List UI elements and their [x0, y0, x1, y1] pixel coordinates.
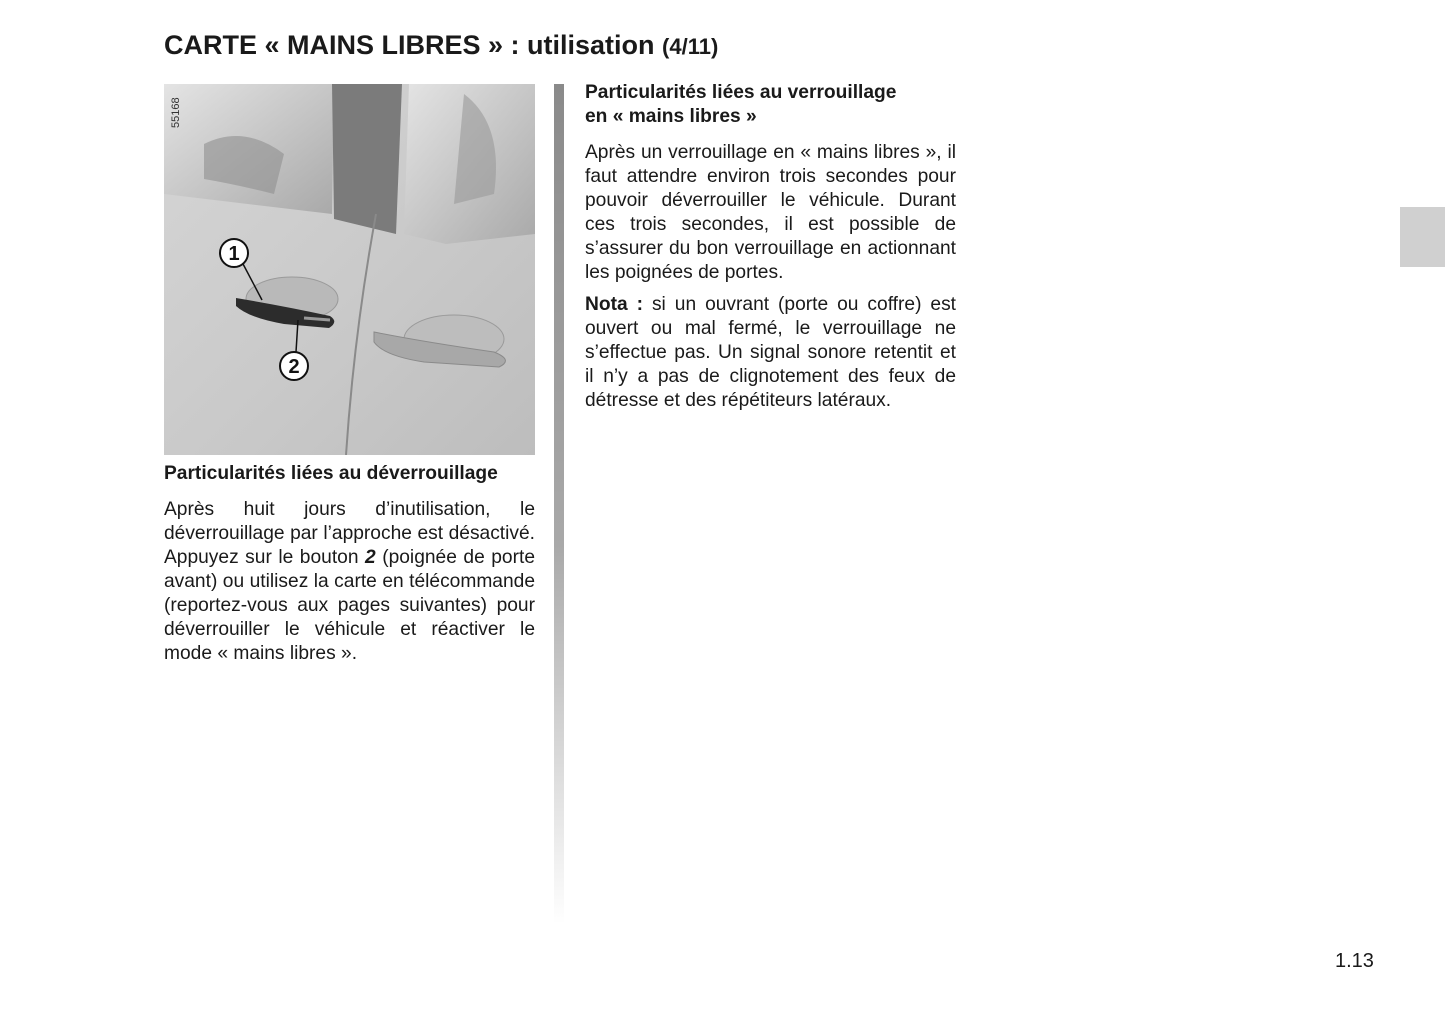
unlocking-heading: Particularités liées au déverrouillage	[164, 463, 498, 484]
figure-reference-code: 55168	[170, 97, 182, 129]
nota-label: Nota :	[585, 294, 643, 315]
page-title-counter: (4/11)	[662, 34, 719, 59]
nota-text: si un ouvrant (porte ou coffre) est ouvert ou mal fermé, le verrouillage ne s’effectue pas. Un signal sonore retentit et il n’y a pas de clignotement des feux de détresse et des répétiteurs latéraux.	[585, 294, 957, 411]
nota-paragraph	[585, 293, 956, 413]
locking-heading-line1: Particularités liées au verrouillage	[585, 82, 897, 103]
locking-heading-line2: en « mains libres »	[585, 106, 757, 127]
locking-paragraph: Après un verrouillage en « mains libres », il faut attendre environ trois secondes pour pouvoir déverrouiller le véhicule. Durant ces trois secondes, il est possible de s’assurer du bon verrouillage en actionnant les poignées de portes.	[585, 142, 956, 283]
page-title-main: CARTE « MAINS LIBRES » : utilisation	[164, 30, 663, 60]
page-number: 1.13	[1335, 950, 1374, 972]
unlocking-section	[164, 462, 535, 674]
page-title	[164, 30, 718, 61]
unlock-button	[304, 318, 330, 320]
unlocking-text-end: (poignée de porte avant) ou utilisez la carte en télécommande (reportez-vous aux pages suivantes) pour déverrouiller le véhicule et réactiver le mode « mains libres ».	[164, 547, 535, 664]
b-pillar	[332, 84, 402, 234]
button-2-reference: 2	[365, 547, 376, 568]
locking-section	[585, 81, 956, 421]
locking-heading	[585, 81, 956, 129]
door-handle-illustration	[164, 84, 535, 455]
unlocking-paragraph	[164, 498, 535, 666]
unlocking-text-start: Après huit jours d’inutilisation, le déverrouillage par l’approche est désactivé. Appuyez sur le bouton	[164, 499, 535, 568]
door-handle-drawing	[164, 84, 535, 455]
chapter-tab	[1400, 207, 1445, 267]
callout-1-label: 1	[228, 243, 240, 265]
callout-2-label: 2	[288, 356, 300, 378]
column-divider	[554, 84, 564, 924]
